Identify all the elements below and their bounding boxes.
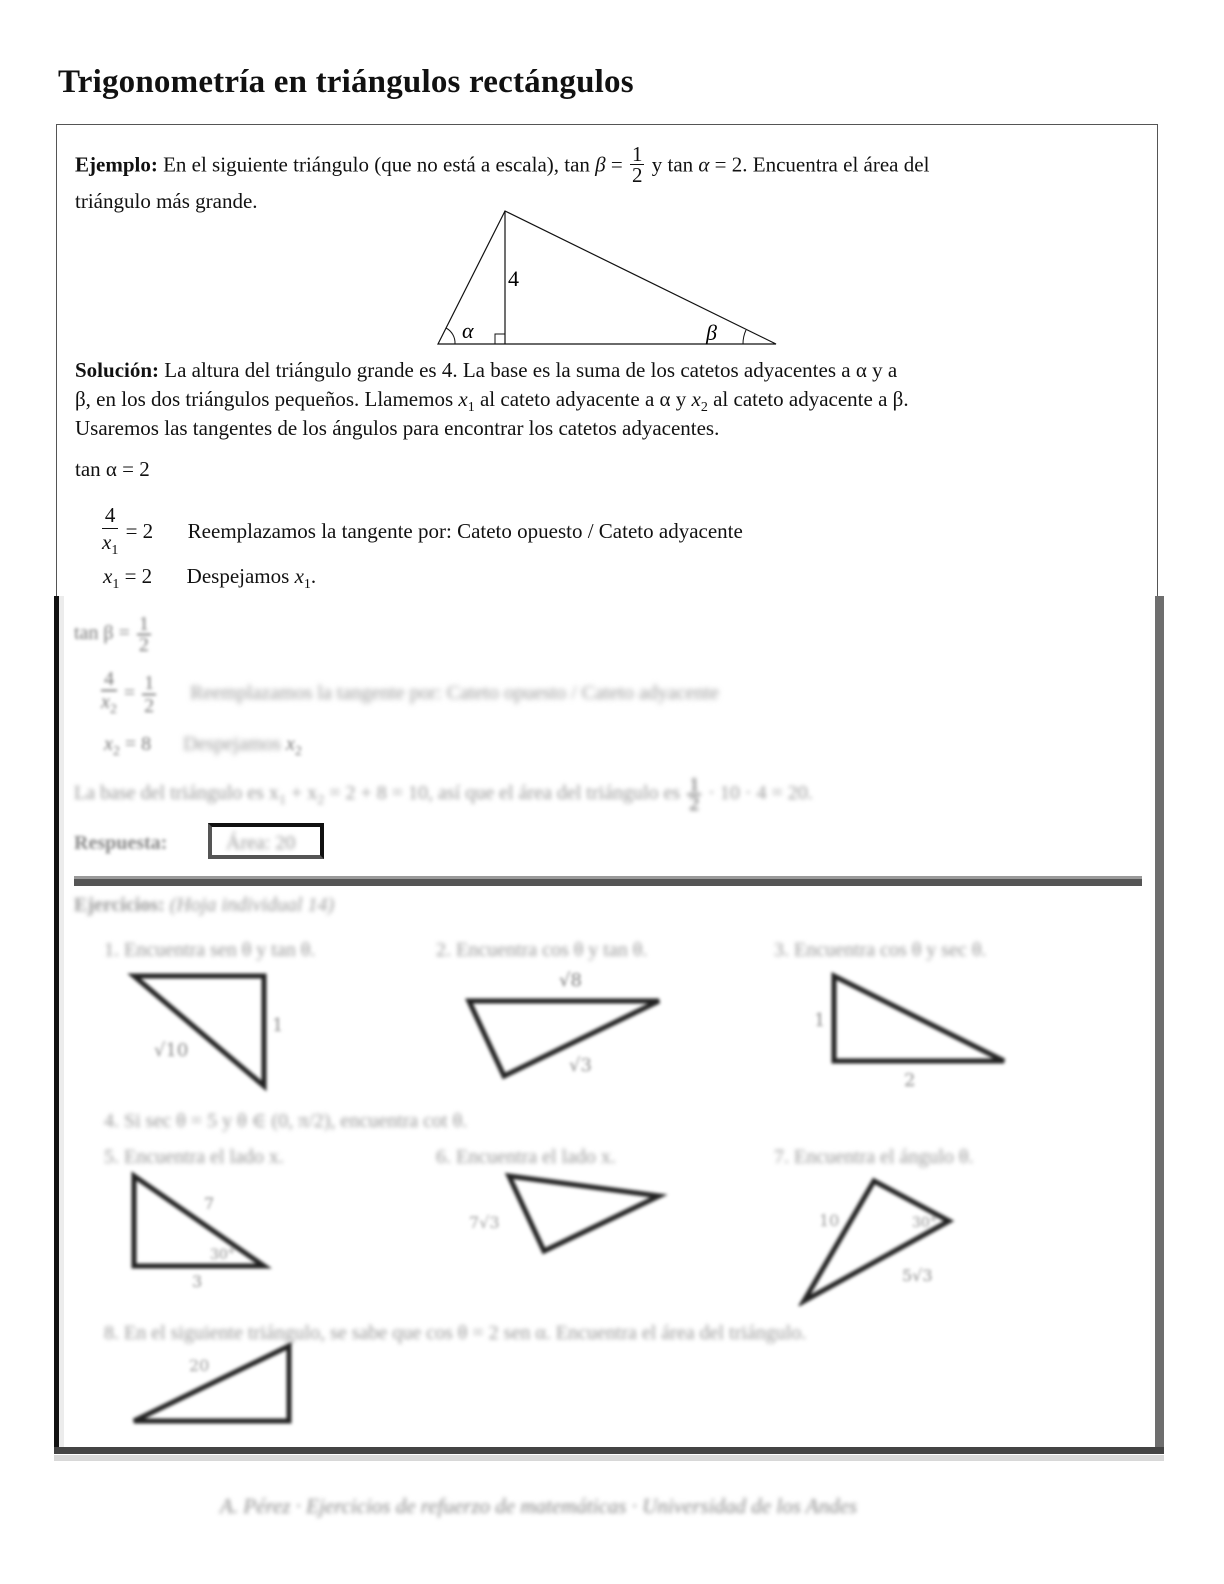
exercise-num: 3. bbox=[774, 939, 789, 961]
solution-text-2c: al cateto adyacente a β. bbox=[713, 387, 909, 411]
x1-sub: 1 bbox=[467, 400, 475, 416]
step-b-rhs-den: 2 bbox=[144, 695, 155, 717]
solution-line-1 bbox=[75, 356, 897, 384]
frame-left-border-inner bbox=[59, 596, 64, 1454]
step-a-result-note: Despejamos bbox=[186, 564, 290, 588]
f1-hyp-label: √10 bbox=[154, 1040, 189, 1061]
conclusion-2: + x bbox=[285, 782, 318, 805]
exercise-num: 4. bbox=[104, 1110, 119, 1132]
x1-var: x bbox=[458, 387, 468, 411]
step-b-rhs-fraction bbox=[142, 672, 156, 717]
beta-symbol: β bbox=[595, 152, 606, 177]
tan-beta-equation bbox=[74, 614, 153, 655]
alpha-symbol: α bbox=[698, 152, 710, 177]
conclusion-4: · 10 · 4 = 20. bbox=[708, 782, 813, 805]
frac-num-4: 4 bbox=[102, 502, 118, 529]
conclusion-half-num: 1 bbox=[689, 774, 700, 796]
exercise-num: 1. bbox=[104, 939, 119, 961]
example-paragraph bbox=[75, 142, 1145, 187]
alpha-arc bbox=[446, 328, 455, 344]
f5-bottom-label: 3 bbox=[192, 1272, 203, 1291]
four-over-x1 bbox=[102, 502, 118, 564]
triangle-2 bbox=[469, 1001, 659, 1076]
note-x1-sub: 1 bbox=[303, 577, 311, 593]
exercise-num: 8. bbox=[104, 1322, 119, 1344]
frame-bottom-border bbox=[54, 1447, 1164, 1454]
step-b-result-sub: 2 bbox=[112, 744, 120, 759]
exercise-4 bbox=[104, 1108, 467, 1134]
conclusion-1: La base del triángulo es x bbox=[74, 782, 279, 805]
example-text-1: En el siguiente triángulo (que no está a escala), tan bbox=[163, 152, 590, 177]
step-b-lhs-den: x bbox=[101, 691, 110, 713]
step-b-note: Reemplazamos la tangente por: Cateto opuesto / Cateto adyacente bbox=[190, 682, 719, 705]
example-triangle-figure bbox=[420, 200, 800, 350]
solution-text-1: La altura del triángulo grande es 4. La base es la suma de los catetos adyacentes a α y a bbox=[164, 358, 898, 382]
step-b-result-note: Despejamos bbox=[183, 733, 281, 755]
exercise-text: En el siguiente triángulo, se sabe que cos θ = 2 sen α. Encuentra el área del triángulo. bbox=[124, 1322, 807, 1344]
step-b-lhs-num: 4 bbox=[101, 668, 117, 691]
frac-den-sub: 1 bbox=[111, 543, 119, 559]
beta-arc bbox=[743, 330, 746, 344]
exercise-7 bbox=[774, 1144, 974, 1170]
equals-sign: = bbox=[610, 152, 623, 177]
conclusion-3: = 2 + 8 = 10, así que el área del triángulo es bbox=[324, 782, 681, 805]
triangle-8 bbox=[134, 1346, 289, 1421]
page-title: Trigonometría en triángulos rectángulos bbox=[58, 64, 634, 100]
exercise-5-figure bbox=[124, 1171, 284, 1291]
step-b-rhs-num: 1 bbox=[144, 672, 155, 694]
note-x1-var: x bbox=[294, 564, 304, 588]
f7-left-label: 10 bbox=[819, 1211, 840, 1230]
result-x1-var: x bbox=[103, 564, 113, 588]
step-b-note-var: x bbox=[285, 733, 295, 755]
conclusion-half-den: 2 bbox=[689, 793, 700, 815]
step-b-result: = 8 bbox=[124, 733, 152, 755]
step-b-result-row bbox=[104, 731, 302, 765]
example-text-2: y tan bbox=[651, 152, 694, 177]
exercise-text: Encuentra cos θ y tan θ. bbox=[456, 939, 648, 961]
tan-beta-fraction bbox=[137, 614, 151, 655]
exercise-1-figure bbox=[124, 966, 284, 1096]
right-angle-marker bbox=[495, 334, 505, 344]
frac-den-x: x bbox=[102, 530, 112, 554]
solution-text-2b: al cateto adyacente a α y bbox=[479, 387, 687, 411]
exercise-text: Encuentra sen θ y tan θ. bbox=[124, 939, 316, 961]
exercise-num: 5. bbox=[104, 1146, 119, 1168]
f1-side-label: 1 bbox=[272, 1015, 284, 1036]
triangle-6 bbox=[509, 1176, 659, 1251]
step-b-lhs-sub: 2 bbox=[109, 702, 117, 717]
f3-bottom-label: 2 bbox=[904, 1070, 916, 1091]
tan-beta-num: 1 bbox=[138, 613, 149, 635]
step-a-result-rhs: = 2 bbox=[124, 564, 153, 588]
exercise-1 bbox=[104, 937, 315, 963]
exercise-5 bbox=[104, 1144, 284, 1170]
solution-line-3: Usaremos las tangentes de los ángulos para encontrar los catetos adyacentes. bbox=[75, 416, 720, 440]
fraction-numerator: 1 bbox=[631, 142, 643, 166]
f3-left-label: 1 bbox=[814, 1010, 826, 1031]
exercises-intro: (Hoja individual 14) bbox=[169, 894, 335, 916]
exercise-text: Si sec θ = 5 y θ ∈ (0, π/2), encuentra cot θ. bbox=[124, 1110, 468, 1132]
solution-text-2a: β, en los dos triángulos pequeños. Llamemos bbox=[75, 387, 454, 411]
tan-beta-den: 2 bbox=[138, 634, 149, 656]
step-a-note: Reemplazamos la tangente por: Cateto opuesto / Cateto adyacente bbox=[187, 518, 743, 543]
step-a-rhs: = 2 bbox=[125, 518, 154, 543]
section-divider bbox=[74, 876, 1142, 886]
frame-right-border bbox=[1155, 596, 1164, 1454]
exercise-3-figure bbox=[814, 966, 1014, 1096]
f6-left-label: 7√3 bbox=[469, 1213, 500, 1232]
exercise-3 bbox=[774, 937, 986, 963]
alpha-label: α bbox=[462, 318, 474, 343]
exercises-label: Ejercicios: bbox=[74, 894, 165, 916]
exercise-2 bbox=[436, 937, 647, 963]
f2-side-label: √3 bbox=[569, 1055, 592, 1076]
exercise-7-figure bbox=[794, 1171, 964, 1306]
step-b-fraction-row: $\frac{4}{x_2}$ = $\frac{1}{2}$ Reemplazamos la tangente por: Cateto opuesto / Cateto adyacente bbox=[99, 668, 719, 721]
degraded-lower-region bbox=[54, 596, 1164, 1454]
conclusion-sub1: 1 bbox=[278, 793, 286, 809]
fraction-one-half bbox=[630, 144, 645, 185]
exercise-8-figure bbox=[129, 1341, 309, 1431]
tan-alpha-equation: tan α = 2 bbox=[75, 457, 150, 481]
f2-top-label: √8 bbox=[559, 970, 582, 991]
triangle-5 bbox=[134, 1176, 264, 1266]
example-text-3: = 2. Encuentra el área del bbox=[714, 152, 930, 177]
conclusion-line bbox=[74, 776, 813, 814]
exercise-text: Encuentra el ángulo θ. bbox=[794, 1146, 974, 1168]
answer-value: Área: 20 bbox=[226, 832, 296, 854]
example-label: Ejemplo: bbox=[75, 152, 158, 177]
answer-label: Respuesta: bbox=[74, 832, 168, 854]
four-over-x2 bbox=[101, 668, 117, 721]
height-label: 4 bbox=[508, 266, 519, 291]
beta-label: β bbox=[706, 320, 717, 345]
triangle-3 bbox=[834, 976, 1004, 1061]
step-b-note-sub: 2 bbox=[294, 744, 302, 759]
f7-right-label: 30° bbox=[912, 1215, 937, 1231]
exercise-text: Encuentra cos θ y sec θ. bbox=[794, 939, 987, 961]
exercise-text: Encuentra el lado x. bbox=[456, 1146, 616, 1168]
solution-label: Solución: bbox=[75, 358, 160, 382]
triangle-1 bbox=[134, 976, 264, 1086]
exercise-2-figure bbox=[454, 961, 684, 1081]
exercise-num: 6. bbox=[436, 1146, 451, 1168]
exercises-header bbox=[74, 892, 334, 918]
exercise-text: Encuentra el lado x. bbox=[124, 1146, 284, 1168]
f8-hyp-label: 20 bbox=[189, 1356, 210, 1375]
conclusion-sub2: 2 bbox=[317, 793, 325, 809]
frame-shadow bbox=[54, 1455, 1164, 1461]
f5-angle-label: 30° bbox=[210, 1247, 235, 1263]
exercise-6-figure bbox=[464, 1166, 694, 1266]
step-b-result-var: x bbox=[104, 733, 113, 755]
f7-bottom-label: 5√3 bbox=[902, 1266, 933, 1285]
page-footer: A. Pérez · Ejercicios de refuerzo de matemáticas · Universidad de los Andes bbox=[220, 1494, 858, 1518]
fraction-denominator: 2 bbox=[631, 163, 643, 187]
example-text-4: triángulo más grande. bbox=[75, 189, 258, 213]
tan-beta-text: tan β = bbox=[74, 622, 130, 645]
x2-var: x bbox=[691, 387, 701, 411]
step-a-fraction-row bbox=[100, 502, 743, 564]
x2-sub: 2 bbox=[700, 400, 708, 416]
result-x1-sub: 1 bbox=[112, 577, 120, 593]
f5-hyp-label: 7 bbox=[204, 1194, 215, 1213]
exercise-num: 7. bbox=[774, 1146, 789, 1168]
step-a-result-row: $x_1 = 2$ Despejamos $x_1$. bbox=[103, 564, 317, 593]
conclusion-half bbox=[687, 776, 701, 813]
large-triangle bbox=[438, 211, 776, 344]
exercise-num: 2. bbox=[436, 939, 451, 961]
